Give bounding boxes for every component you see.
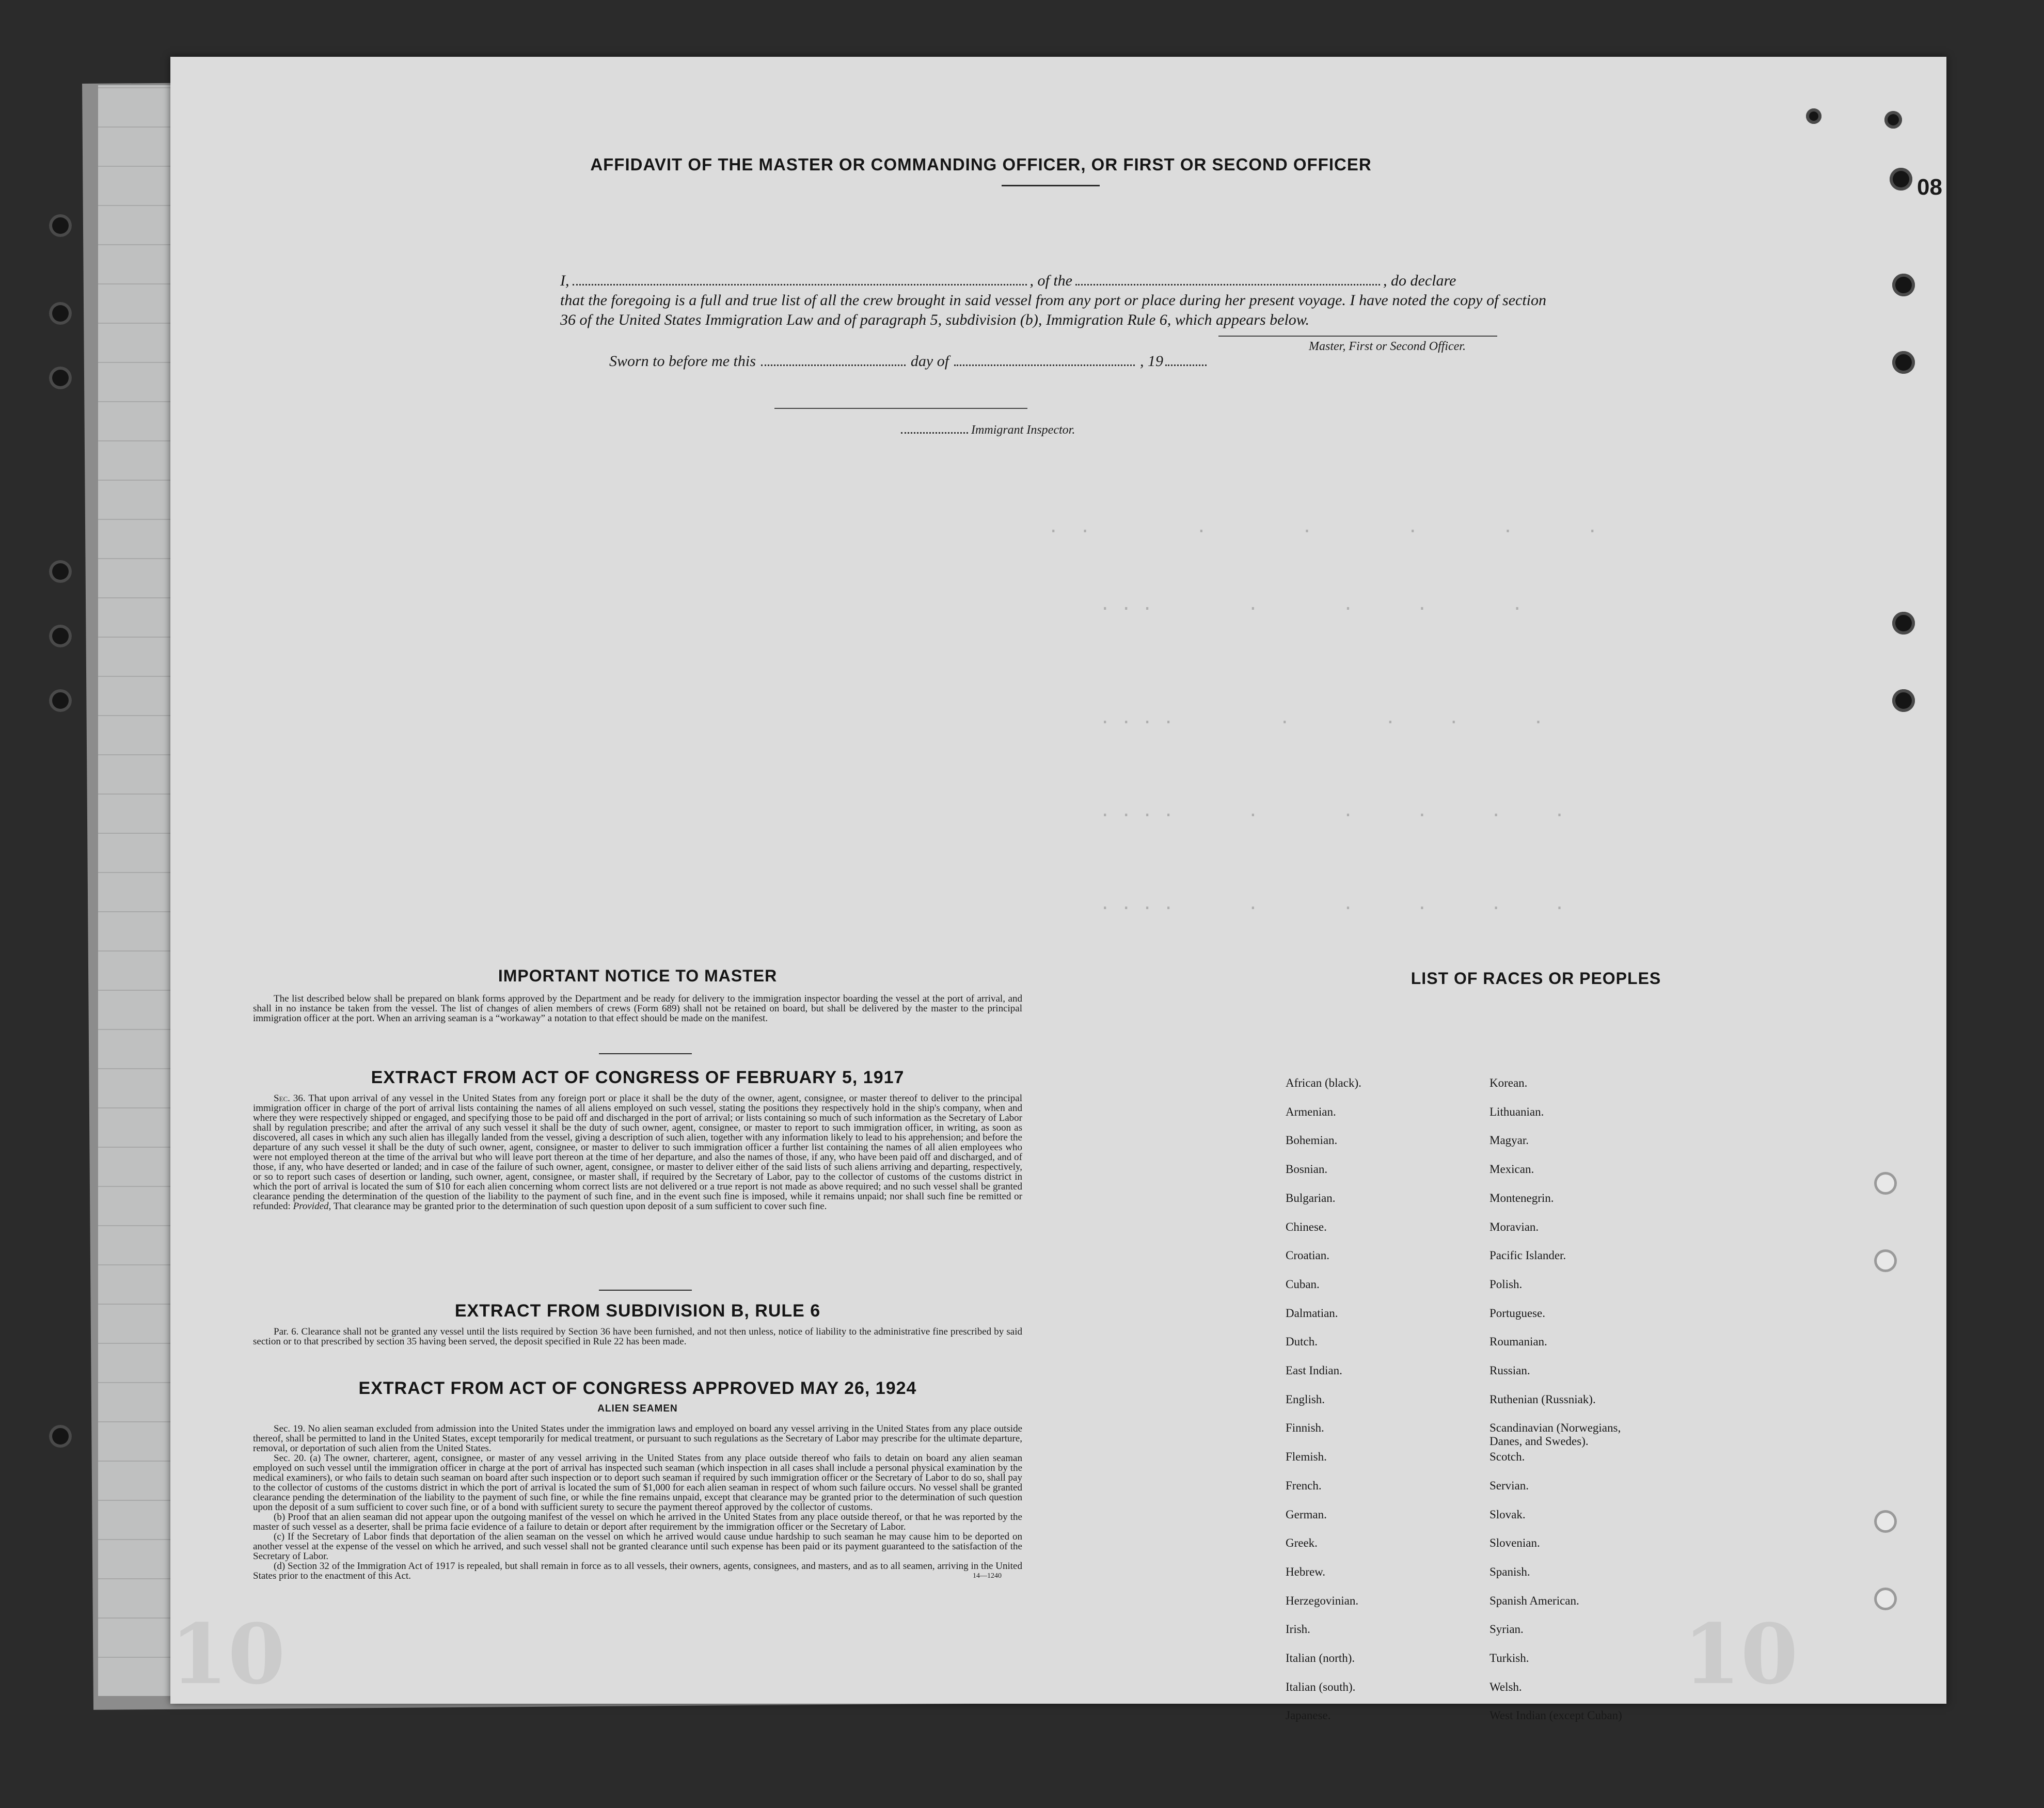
section-20d-body: (d) Section 32 of the Immigration Act of 1917 is repealed, but shall remain in force as to all vessels, their owners, agents, consignees, and masters, and as to all seamen, arriving in the United States prior to the enactment of this Act. — [253, 1561, 1022, 1581]
declaration-suffix: , do declare — [1383, 272, 1456, 289]
race-item: Italian (south). — [1286, 1680, 1356, 1693]
bleed-through-text: . . . . . . . . . — [1100, 800, 1565, 821]
race-item: Croatian. — [1286, 1249, 1329, 1262]
punch-hole — [1892, 612, 1915, 635]
punch-hole — [1892, 351, 1915, 374]
race-item: Servian. — [1490, 1479, 1529, 1492]
bleed-through-text: . . . . . . . . . — [1100, 893, 1565, 914]
sworn-year-prefix: , 19 — [1140, 353, 1164, 370]
punch-hole — [1874, 1249, 1897, 1272]
section-divider — [599, 1290, 692, 1291]
race-item: Welsh. — [1490, 1680, 1522, 1693]
race-item: Turkish. — [1490, 1652, 1529, 1664]
section-20c-text: (c) If the Secretary of Labor finds that deportation of the alien seaman on the vessel on which he arrived would cause undue hardship to such seaman he may cause him to be deported on another vessel at the expense of the vessel on which he arrived, and such vessel shall not be granted clearance until such expense has been paid or its payment guaranteed to the satisfaction of the Secretary of Labor. — [253, 1531, 1022, 1562]
section-36-text: That upon arrival of any vessel in the United States from any foreign port or place it shall be the duty of the owner, agent, consignee, or master thereof to deliver to the principal immigration officer in charge of the port of arrival lists containing the names of all aliens employed on such vessel, stating the positions they respectively hold in the ship's company, when and where they were respectively shipped or engaged, and specifying those to be paid off and discharged in the port of arrival; or lists containing so much of such information as the Secretary of Labor shall by regulation prescribe; and after the arrival of any such vessel it shall be the duty of such owner, agent, consignee, or master to report to such immigration officer, in writing, as soon as discovered, all cases in which any such alien has illegally landed from the vessel, giving a description of such alien, together with any information likely to lead to his apprehension; and before the departure of any such vessel it shall be the duty of such owner, agent, consignee, or master to deliver to such immigration officer a further list containing the names of all alien employees who were not employed thereon at the time of the arrival but who will leave port thereon at the time of her departure, and also the names of those, if any, who have been paid off and discharged, and of those, if any, who have deserted or landed; and in case of the failure of such owner, agent, consignee, or master to deliver either of the said lists of such aliens arriving and departing, respectively, or so to report such cases of desertion or landing, such owner, agent, consignee, or master shall, if required by the Secretary of Labor, pay to the collector of customs of the customs district in which the port of arrival is located the sum of $10 for each alien concerning whom correct lists are not delivered or a true report is not made as above required; and no such vessel shall be granted clearance pending the determination of the question of the liability to the payment of such fine, and in the event such fine is imposed, while it remains unpaid; nor shall such fine be remitted or refunded: — [253, 1093, 1022, 1212]
punch-hole — [1874, 1588, 1897, 1610]
race-item: Spanish. — [1490, 1565, 1530, 1578]
extract-1924-title: EXTRACT FROM ACT OF CONGRESS APPROVED MAY 26, 1924 — [358, 1378, 917, 1398]
race-item: Polish. — [1490, 1277, 1523, 1291]
affidavit-title: AFFIDAVIT OF THE MASTER OR COMMANDING OFFICER, OR FIRST OR SECOND OFFICER — [590, 155, 1372, 174]
race-item: Korean. — [1490, 1076, 1528, 1089]
punch-hole — [1892, 274, 1915, 296]
section-20a-text: Sec. 20. (a) The owner, charterer, agent, consignee, or master of any vessel arriving in the United States from any place outside thereof who fails to detain on board any alien seaman employed on such vessel until the immigration officer in charge at the port of arrival has inspected such seaman (which inspection in all cases shall include a personal physical examination by the medical examiners), or who fails to detain such seaman on board after such inspection or to deport such seaman if required by such immigration officer or the Secretary of Labor to do so, shall pay to the collector of customs of the customs district in which the port of arrival is located the sum of $1,000 for each alien seaman in respect of whom such failure occurs. No vessel shall be granted clearance pending the determination of the liability to the payment of such fine, or while the fine remains unpaid, except that clearance may be granted prior to the determination of such question upon the deposit of a sum sufficient to cover such fine, or of a bond with sufficient surety to secure the payment thereof approved by the collector of customs. — [253, 1453, 1022, 1513]
race-item: Hebrew. — [1286, 1565, 1326, 1578]
race-item: Italian (north). — [1286, 1652, 1355, 1664]
binder-hole — [49, 214, 72, 237]
sworn-day-of: day of — [910, 353, 949, 370]
binder-hole — [49, 625, 72, 647]
race-item: German. — [1286, 1508, 1327, 1521]
faded-stamp-numeral: 10 — [170, 1606, 286, 1703]
race-item: East Indian. — [1286, 1364, 1342, 1377]
race-item: Magyar. — [1490, 1134, 1529, 1147]
signature-label: Master, First or Second Officer. — [1309, 340, 1466, 353]
affidavit-declaration — [560, 271, 1546, 330]
race-item: Irish. — [1286, 1623, 1310, 1636]
bleed-through-text: . . . . . . . — [1048, 516, 1598, 537]
binder-hole — [49, 302, 72, 325]
page-number: 08 — [1917, 175, 1942, 200]
race-item: French. — [1286, 1479, 1322, 1492]
notice-text: The list described below shall be prepared on blank forms approved by the Department and be ready for delivery to the immigration inspector boarding the vessel at the port of arrival, and shall in no instance be taken from the vessel. The list of changes of alien members of crews (Form 689) shall not be retained on board, but shall be delivered by the master to the principal immigration officer at the port. When an arriving seaman is a “workaway” a notation to that effect should be made on the manifest. — [253, 993, 1022, 1024]
declaration-body: that the foregoing is a full and true list of all the crew brought in said vessel from any port or place during her present voyage. I have noted the copy of section 36 of the United States Immigration Law and of paragraph 5, subdivision (b), Immigration Rule 6, which appears below. — [560, 292, 1546, 328]
title-divider — [1002, 185, 1100, 186]
punch-hole — [1884, 111, 1902, 129]
race-item: Finnish. — [1286, 1421, 1324, 1435]
sworn-prefix: Sworn to before me this — [609, 353, 756, 370]
section-divider — [599, 1053, 692, 1054]
inspector-dots — [901, 420, 968, 434]
alien-seamen-subtitle: ALIEN SEAMEN — [597, 1403, 678, 1414]
provided-label: Provided, — [293, 1201, 331, 1212]
race-item: Bulgarian. — [1286, 1191, 1336, 1204]
binder-hole — [49, 689, 72, 712]
race-item: Chinese. — [1286, 1220, 1327, 1233]
race-item: Lithuanian. — [1490, 1105, 1544, 1118]
race-item: Montenegrin. — [1490, 1191, 1554, 1204]
race-item: Slovenian. — [1490, 1536, 1540, 1550]
race-item: Moravian. — [1490, 1220, 1539, 1233]
races-title: LIST OF RACES OR PEOPLES — [1411, 969, 1661, 988]
sworn-day-field[interactable] — [761, 352, 906, 366]
declarant-name-field[interactable] — [573, 272, 1027, 286]
form-code: 14—1240 — [973, 1572, 1002, 1580]
race-item: Ruthenian (Russniak). — [1490, 1392, 1596, 1406]
vessel-name-field[interactable] — [1075, 272, 1380, 286]
extract-rule6-title: EXTRACT FROM SUBDIVISION B, RULE 6 — [454, 1301, 821, 1321]
extract-1924-text — [253, 1424, 1022, 1581]
signature-line[interactable] — [1218, 336, 1497, 337]
race-item: African (black). — [1286, 1076, 1361, 1089]
race-item: Armenian. — [1286, 1105, 1336, 1118]
race-item: Dalmatian. — [1286, 1306, 1338, 1320]
race-item: Slovak. — [1490, 1508, 1526, 1521]
faded-stamp-numeral: 10 — [1683, 1606, 1798, 1703]
inspector-label: Immigrant Inspector. — [971, 423, 1075, 437]
vessel-prefix: , of the — [1029, 272, 1072, 289]
race-item: Cuban. — [1286, 1277, 1320, 1291]
race-item: Scandinavian (Norwegians, Danes, and Swedes). — [1490, 1421, 1621, 1448]
binder-hole — [49, 367, 72, 389]
punch-hole — [1874, 1172, 1897, 1195]
race-item: Dutch. — [1286, 1335, 1318, 1349]
race-item: West Indian (except Cuban) — [1490, 1709, 1622, 1722]
race-item: Pacific Islander. — [1490, 1249, 1566, 1262]
bleed-through-text: . . . . . . . — [1100, 594, 1523, 614]
notice-title: IMPORTANT NOTICE TO MASTER — [498, 966, 778, 985]
race-item: Bosnian. — [1286, 1163, 1328, 1176]
extract-1917-text — [253, 1093, 1022, 1211]
binder-hole — [49, 1425, 72, 1448]
declaration-line-1 — [560, 271, 1546, 291]
punch-hole — [1874, 1510, 1897, 1533]
extract-1917-title: EXTRACT FROM ACT OF CONGRESS OF FEBRUARY 5, 1917 — [371, 1068, 905, 1087]
extract-rule6-text: Par. 6. Clearance shall not be granted any vessel until the lists required by Section 36 have been furnished, and not then unless, notice of liability to the administrative fine prescribed by said section or to that prescribed by section 35 having been served, the deposit specified in Rule 22 has been made. — [253, 1326, 1022, 1347]
section-36-label: Sec. 36. — [274, 1093, 306, 1104]
sworn-year-field[interactable] — [1165, 352, 1207, 366]
punch-hole — [1892, 689, 1915, 712]
section-19-text: Sec. 19. No alien seaman excluded from admission into the United States under the immigration laws and employed on board any vessel arriving in the United States from any place outside thereof, shall be permitted to land in the United States, except temporarily for medical treatment, or pursuant to such regulations as the Secretary of Labor may prescribe for the ultimate departure, removal, or deportation of such alien from the United States. — [253, 1423, 1022, 1454]
sworn-month-field[interactable] — [954, 352, 1135, 366]
section-20b-text: (b) Proof that an alien seaman did not appear upon the outgoing manifest of the vessel on which he arrived in the United States from any place outside thereof, or that he was reported by the master of such vessel as a deserter, shall be prima facie evidence of a failure to detain or deport after requirement by the immigration officer or the Secretary of Labor. — [253, 1512, 1022, 1532]
section-36-text-end: That clearance may be granted prior to the determination of such question upon deposit of a sum sufficient to cover such fine. — [333, 1201, 827, 1212]
race-item: Spanish American. — [1490, 1594, 1579, 1607]
punch-hole — [1890, 168, 1912, 191]
binder-hole — [49, 560, 72, 583]
declarant-prefix: I, — [560, 272, 569, 289]
race-item: Scotch. — [1490, 1450, 1525, 1464]
race-item: Roumanian. — [1490, 1335, 1547, 1349]
document-page — [170, 57, 1946, 1722]
race-item: Flemish. — [1286, 1450, 1327, 1464]
bleed-through-text: . . . . . . . . — [1100, 707, 1544, 728]
inspector-signature-line[interactable] — [774, 408, 1027, 409]
race-item: Portuguese. — [1490, 1306, 1545, 1320]
race-item: English. — [1286, 1392, 1325, 1406]
section-20d-text — [253, 1561, 1022, 1581]
inspector-line — [901, 420, 1075, 437]
race-item: Japanese. — [1286, 1709, 1331, 1722]
race-item: Greek. — [1286, 1536, 1318, 1550]
punch-hole — [1806, 108, 1821, 124]
race-item: Bohemian. — [1286, 1134, 1338, 1147]
race-item: Syrian. — [1490, 1623, 1524, 1636]
race-item: Mexican. — [1490, 1163, 1534, 1176]
race-item: Russian. — [1490, 1364, 1530, 1377]
sworn-line — [609, 352, 1207, 370]
race-item: Herzegovinian. — [1286, 1594, 1359, 1607]
